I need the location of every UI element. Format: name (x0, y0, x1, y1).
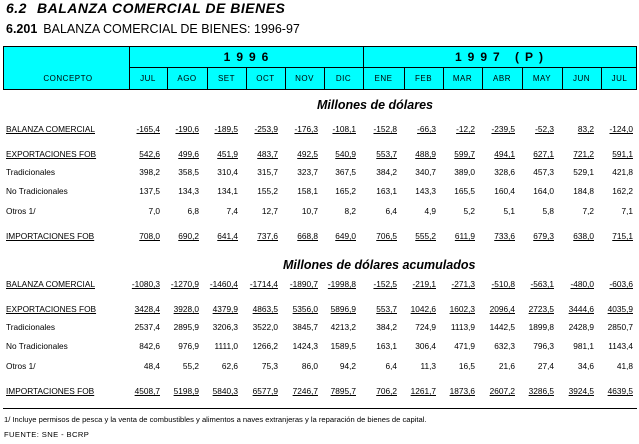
table-cell: 7895,7 (330, 386, 356, 396)
table-cell: 690,2 (178, 231, 199, 241)
title-text: BALANZA COMERCIAL DE BIENES (36, 0, 286, 16)
table-row (0, 322, 639, 334)
table-cell: 62,6 (221, 361, 238, 371)
table-cell: 163,1 (376, 341, 397, 351)
month-header: JUL (611, 74, 628, 83)
table-cell: 1589,5 (330, 341, 356, 351)
table-cell: 981,1 (573, 341, 594, 351)
row-label: No Tradicionales (6, 341, 68, 351)
row-label: IMPORTACIONES FOB (6, 231, 95, 241)
table-cell: 165,2 (335, 186, 356, 196)
table-cell: 715,1 (612, 231, 633, 241)
table-row (0, 304, 639, 316)
table-cell: -1270,9 (170, 279, 199, 289)
month-header: ENE (374, 74, 393, 83)
table-cell: 553,7 (376, 304, 397, 314)
table-cell: 3444,6 (568, 304, 594, 314)
table-cell: -1714,4 (249, 279, 278, 289)
table-cell: 162,2 (612, 186, 633, 196)
table-cell: -563,1 (530, 279, 554, 289)
table-header (3, 46, 637, 90)
table-cell: 143,3 (415, 186, 436, 196)
table-cell: 529,1 (573, 167, 594, 177)
month-header: JUL (140, 74, 156, 83)
table-cell: 499,6 (178, 149, 199, 159)
table-cell: 134,1 (217, 186, 238, 196)
table-row (0, 231, 639, 243)
table-cell: 4,9 (424, 206, 436, 216)
table-cell: 4213,2 (330, 322, 356, 332)
table-cell: 638,0 (573, 231, 594, 241)
table-cell: 306,4 (415, 341, 436, 351)
table-cell: -124,0 (609, 124, 633, 134)
table-row (0, 361, 639, 373)
table-cell: 1261,7 (410, 386, 436, 396)
table-cell: 12,7 (261, 206, 278, 216)
table-cell: 4639,5 (607, 386, 633, 396)
table-cell: 7246,7 (292, 386, 318, 396)
month-header: NOV (295, 74, 314, 83)
table-cell: 5,8 (542, 206, 554, 216)
bottom-rule (3, 408, 637, 409)
table-cell: 3928,0 (173, 304, 199, 314)
table-cell: 2096,4 (489, 304, 515, 314)
table-cell: 483,7 (257, 149, 278, 159)
table-cell: 367,5 (335, 167, 356, 177)
table-cell: -1998,8 (327, 279, 356, 289)
table-row (0, 124, 639, 136)
table-cell: 733,6 (494, 231, 515, 241)
row-label: BALANZA COMERCIAL (6, 124, 95, 134)
table-cell: 358,5 (178, 167, 199, 177)
table-cell: 2607,2 (489, 386, 515, 396)
table-cell: 706,5 (376, 231, 397, 241)
table-cell: -189,5 (214, 124, 238, 134)
table-cell: -152,5 (373, 279, 397, 289)
table-cell: 1424,3 (292, 341, 318, 351)
table-cell: -603,6 (609, 279, 633, 289)
table-cell: 706,2 (376, 386, 397, 396)
table-cell: 83,2 (577, 124, 594, 134)
table-cell: 421,8 (612, 167, 633, 177)
table-cell: 6,8 (187, 206, 199, 216)
table-cell: 708,0 (139, 231, 160, 241)
table-cell: 1266,2 (252, 341, 278, 351)
table-cell: 11,3 (420, 361, 436, 371)
table-cell: 6577,9 (252, 386, 278, 396)
table-cell: 668,8 (297, 231, 318, 241)
table-cell: -253,9 (254, 124, 278, 134)
table-row (0, 186, 639, 198)
table-cell: 842,6 (139, 341, 160, 351)
table-row (0, 341, 639, 353)
table-cell: 1042,6 (410, 304, 436, 314)
table-cell: 3845,7 (292, 322, 318, 332)
table-cell: 328,6 (494, 167, 515, 177)
year-1997: 1997 (P) (454, 50, 550, 64)
row-label: No Tradicionales (6, 186, 68, 196)
table-cell: 599,7 (454, 149, 475, 159)
concept-header: CONCEPTO (43, 74, 93, 83)
table-cell: 641,4 (217, 231, 238, 241)
table-cell: 137,5 (139, 186, 160, 196)
table-cell: 3206,3 (212, 322, 238, 332)
table-cell: 457,3 (533, 167, 554, 177)
table-cell: -271,3 (451, 279, 475, 289)
table-cell: 55,2 (182, 361, 199, 371)
table-cell: 7,0 (148, 206, 160, 216)
row-label: BALANZA COMERCIAL (6, 279, 95, 289)
table-cell: 451,9 (217, 149, 238, 159)
table-cell: 184,8 (573, 186, 594, 196)
table-cell: 7,1 (621, 206, 633, 216)
table-cell: 164,0 (533, 186, 554, 196)
row-label: Otros 1/ (6, 361, 36, 371)
section-monthly-title: Millones de dólares (317, 98, 434, 112)
table-cell: 310,4 (217, 167, 238, 177)
table-cell: -190,6 (175, 124, 199, 134)
table-cell: 7,2 (582, 206, 594, 216)
table-cell: 5,1 (503, 206, 515, 216)
row-label: Otros 1/ (6, 206, 36, 216)
table-cell: 976,9 (178, 341, 199, 351)
table-cell: 315,7 (257, 167, 278, 177)
table-cell: 649,0 (335, 231, 356, 241)
table-row (0, 386, 639, 398)
table-cell: 4035,9 (607, 304, 633, 314)
table-cell: 4863,5 (252, 304, 278, 314)
table-cell: 8,2 (344, 206, 356, 216)
table-cell: 384,2 (376, 167, 397, 177)
row-label: Tradicionales (6, 167, 56, 177)
table-cell: 679,3 (533, 231, 554, 241)
table-cell: 494,1 (494, 149, 515, 159)
table-cell: 737,6 (257, 231, 278, 241)
table-cell: 75,3 (261, 361, 278, 371)
table-row (0, 149, 639, 161)
table-cell: -52,3 (535, 124, 554, 134)
table-cell: 384,2 (376, 322, 397, 332)
table-cell: -1080,3 (131, 279, 160, 289)
table-cell: 160,4 (494, 186, 515, 196)
table-cell: 4508,7 (134, 386, 160, 396)
table-cell: 1899,8 (528, 322, 554, 332)
table-cell: 86,0 (301, 361, 318, 371)
subtitle-number: 6.201 (6, 22, 38, 36)
table-cell: -165,4 (136, 124, 160, 134)
table-cell: -1890,7 (289, 279, 318, 289)
table-cell: 627,1 (533, 149, 554, 159)
month-header: ABR (493, 74, 511, 83)
table-cell: 1143,4 (608, 341, 633, 351)
table-cell: 3286,5 (528, 386, 554, 396)
month-header: AGO (177, 74, 197, 83)
table-cell: 611,9 (454, 231, 475, 241)
table-cell: 2428,9 (568, 322, 594, 332)
row-label: EXPORTACIONES FOB (6, 149, 97, 159)
table-cell: 340,7 (415, 167, 436, 177)
table-cell: 488,9 (415, 149, 436, 159)
table-cell: 5356,0 (292, 304, 318, 314)
month-header: MAY (532, 74, 552, 83)
table-cell: 163,1 (376, 186, 397, 196)
table-cell: 724,9 (415, 322, 436, 332)
month-header: JUN (572, 74, 591, 83)
table-cell: 27,4 (537, 361, 554, 371)
title-number: 6.2 (6, 0, 27, 16)
month-header: SET (217, 74, 236, 83)
table-cell: 21,6 (498, 361, 515, 371)
row-label: IMPORTACIONES FOB (6, 386, 95, 396)
table-subtitle (6, 22, 300, 36)
table-cell: 16,5 (458, 361, 475, 371)
table-cell: 540,9 (335, 149, 356, 159)
table-cell: 134,3 (178, 186, 199, 196)
table-cell: 1113,9 (450, 322, 475, 332)
table-cell: 5198,9 (173, 386, 199, 396)
footnote: 1/ Incluye permisos de pesca y la venta de combustibles y alimentos a naves extranjeras y la reparación de bienes de capital. (4, 415, 427, 424)
table-cell: 632,3 (494, 341, 515, 351)
table-cell: 6,4 (385, 361, 397, 371)
table-cell: 2850,7 (607, 322, 633, 332)
table-cell: 553,7 (376, 149, 397, 159)
table-cell: 323,7 (297, 167, 318, 177)
row-label: Tradicionales (6, 322, 56, 332)
table-cell: 1873,6 (449, 386, 475, 396)
table-cell: 2723,5 (528, 304, 554, 314)
table-cell: 3522,0 (252, 322, 278, 332)
subtitle-text: BALANZA COMERCIAL DE BIENES: 1996-97 (43, 22, 300, 36)
table-cell: 41,8 (616, 361, 633, 371)
table-cell: -108,1 (332, 124, 356, 134)
section-cumulative-title: Millones de dólares acumulados (283, 258, 476, 272)
table-cell: 165,5 (454, 186, 475, 196)
table-cell: 10,7 (301, 206, 318, 216)
table-cell: 1602,3 (449, 304, 475, 314)
header-year-rule (129, 67, 636, 68)
table-cell: -480,0 (570, 279, 594, 289)
table-cell: 721,2 (573, 149, 594, 159)
table-cell: 5896,9 (330, 304, 356, 314)
table-cell: 471,9 (454, 341, 475, 351)
table-cell: 5,2 (463, 206, 475, 216)
table-cell: 542,6 (139, 149, 160, 159)
table-cell: 1111,0 (214, 341, 238, 351)
table-cell: -12,2 (456, 124, 475, 134)
table-cell: 48,4 (143, 361, 160, 371)
table-cell: -176,3 (294, 124, 318, 134)
table-cell: 5840,3 (212, 386, 238, 396)
table-row (0, 167, 639, 179)
table-row (0, 206, 639, 218)
table-cell: -152,8 (373, 124, 397, 134)
table-cell: 555,2 (415, 231, 436, 241)
table-cell: 796,3 (533, 341, 554, 351)
table-cell: 2895,9 (173, 322, 199, 332)
table-cell: 3924,5 (568, 386, 594, 396)
table-cell: -66,3 (417, 124, 436, 134)
table-cell: 34,6 (577, 361, 594, 371)
month-header: DIC (335, 74, 352, 83)
table-cell: 3428,4 (134, 304, 160, 314)
year-1996: 1996 (223, 50, 275, 64)
table-cell: 94,2 (339, 361, 356, 371)
table-cell: 4379,9 (212, 304, 238, 314)
table-cell: 158,1 (297, 186, 318, 196)
table-cell: -1460,4 (209, 279, 238, 289)
table-cell: 389,0 (454, 167, 475, 177)
table-cell: 6,4 (385, 206, 397, 216)
month-header: FEB (414, 74, 433, 83)
table-cell: 1442,5 (489, 322, 515, 332)
table-cell: 492,5 (297, 149, 318, 159)
source-note: FUENTE: SNE - BCRP (4, 430, 90, 439)
month-header: OCT (256, 74, 275, 83)
table-cell: 398,2 (139, 167, 160, 177)
table-cell: 2537,4 (134, 322, 160, 332)
row-label: EXPORTACIONES FOB (6, 304, 97, 314)
table-cell: 155,2 (257, 186, 278, 196)
table-cell: 7,4 (226, 206, 238, 216)
table-row (0, 279, 639, 291)
table-cell: -219,1 (412, 279, 436, 289)
month-header: MAR (452, 74, 473, 83)
table-cell: 591,1 (612, 149, 633, 159)
table-cell: -239,5 (491, 124, 515, 134)
document-title (6, 0, 286, 18)
table-cell: -510,8 (491, 279, 515, 289)
